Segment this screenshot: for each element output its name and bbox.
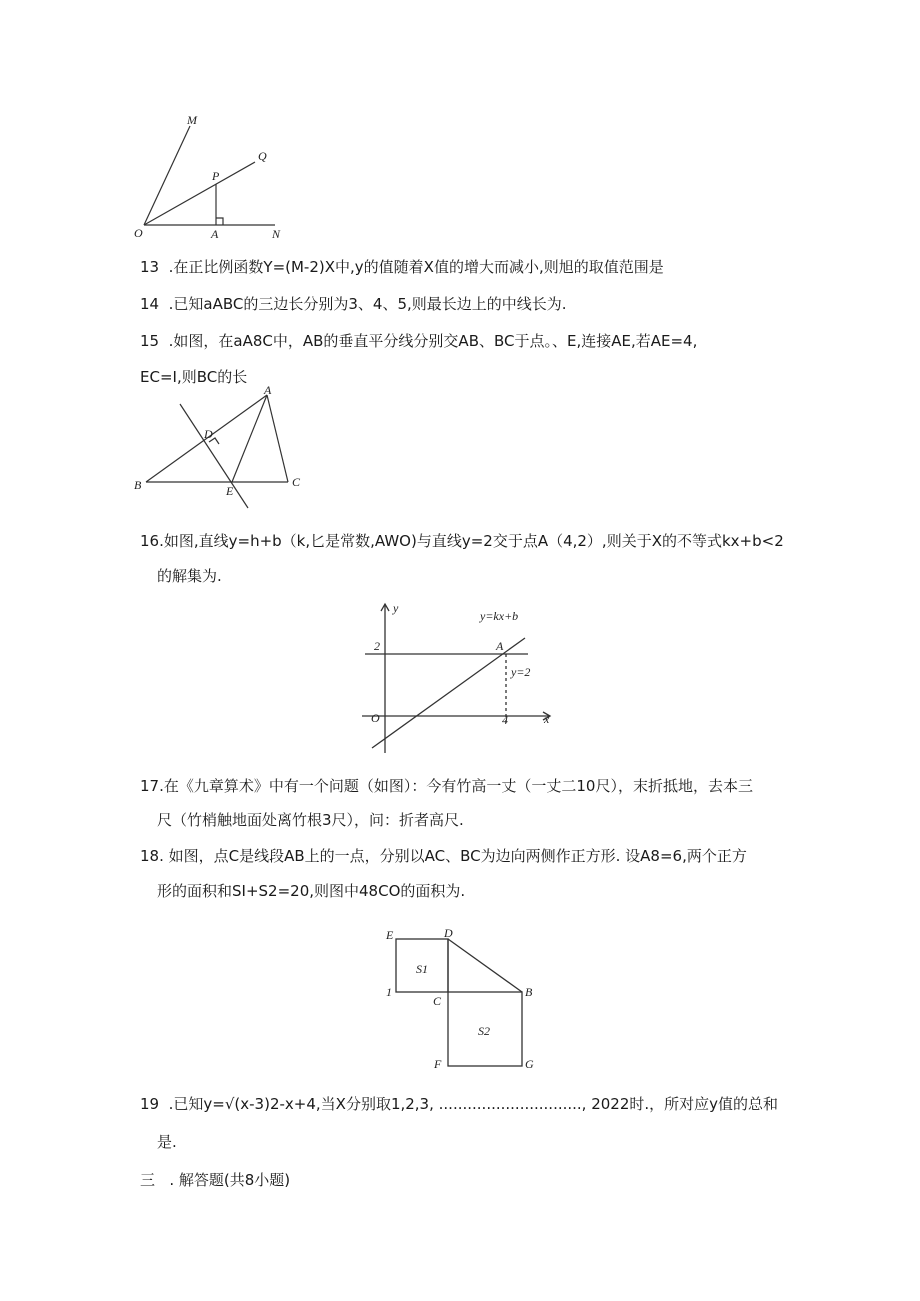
label-E: E [386,928,394,942]
label-D: D [204,427,213,441]
label-1: 1 [386,985,392,999]
label-C: C [433,994,442,1008]
question-18 [140,846,747,866]
axis-y-label: y [393,601,399,615]
label-B: B [134,478,142,492]
section-heading [140,1170,290,1190]
label-E: E [226,484,234,498]
label-C: C [292,475,301,489]
question-number: 19 [140,1095,160,1113]
tick-4: 4 [502,713,508,727]
label-A: A [264,383,272,397]
label-D: D [444,926,453,940]
question-number: 16 [140,532,160,550]
label-A: A [211,227,219,241]
question-14 [140,294,567,314]
question-17 [140,776,753,796]
line-equation-label: y=kx+b [480,609,519,623]
question-15 [140,331,697,351]
figure-angle-bisector [130,112,290,242]
question-number: 15 [140,332,160,350]
label-B: B [525,985,533,999]
axis-x-label: x [544,712,550,726]
question-text: . 如图，点C是线段AB上的一点，分别以AC、BC为边向两侧作正方形. 设A8=6,两个正方 [159,847,747,865]
question-text: .在正比例函数Y=(M-2)X中,y的值随着X值的增大而减小,则旭的取值范围是 [168,258,664,276]
question-number: 18 [140,847,160,865]
question-text: .已知aABC的三边长分别为3、4、5,则最长边上的中线长为. [168,295,567,313]
line-y2-label: y=2 [511,665,531,679]
label-N: N [272,227,281,241]
question-number: 14 [140,295,160,313]
question-18-cont: 形的面积和SI+S2=20,则图中48CO的面积为. [157,882,466,900]
label-S1: S1 [416,962,428,976]
question-17-cont: 尺（竹梢触地面处离竹根3尺），问：折者高尺. [157,811,464,829]
figure-two-squares [380,925,545,1070]
label-S2: S2 [478,1024,490,1038]
label-P: P [212,169,220,183]
question-text: .在《九章算术》中有一个问题（如图）：今有竹高一丈（一丈二10尺），末折抵地，去本三 [159,777,753,795]
tick-2: 2 [374,639,380,653]
question-text: .如图，在aA8C中，AB的垂直平分线分别交AB、BC于点。、E,连接AE,若AE=4, [168,332,698,350]
question-number: 13 [140,258,160,276]
question-19 [140,1094,778,1114]
label-Q: Q [258,149,267,163]
label-A: A [496,639,504,653]
question-15-cont: EC=I,则BC的长 [140,368,248,386]
label-F: F [434,1057,442,1071]
question-16-cont: 的解集为. [157,567,222,585]
question-16 [140,531,784,551]
question-text: .如图,直线y=h+b（k,匕是常数,AWO)与直线y=2交于点A（4,2）,则关于X的不等式kx+b<2 [159,532,784,550]
label-G: G [525,1057,534,1071]
figure-linear-graph [360,598,565,758]
label-M: M [187,113,197,127]
question-13 [140,257,664,277]
origin-label: O [371,711,380,725]
question-text: .已知y=√(x-3)2-x+4,当X分别取1,2,3, .............................., 2022时.，所对应y值的总和 [168,1095,779,1113]
label-O: O [134,226,143,240]
section-number: 三 [140,1171,156,1189]
section-title: . 解答题(共8小题) [169,1171,291,1189]
question-number: 17 [140,777,160,795]
figure-triangle-bisector [130,382,310,512]
question-19-cont: 是. [157,1133,177,1151]
